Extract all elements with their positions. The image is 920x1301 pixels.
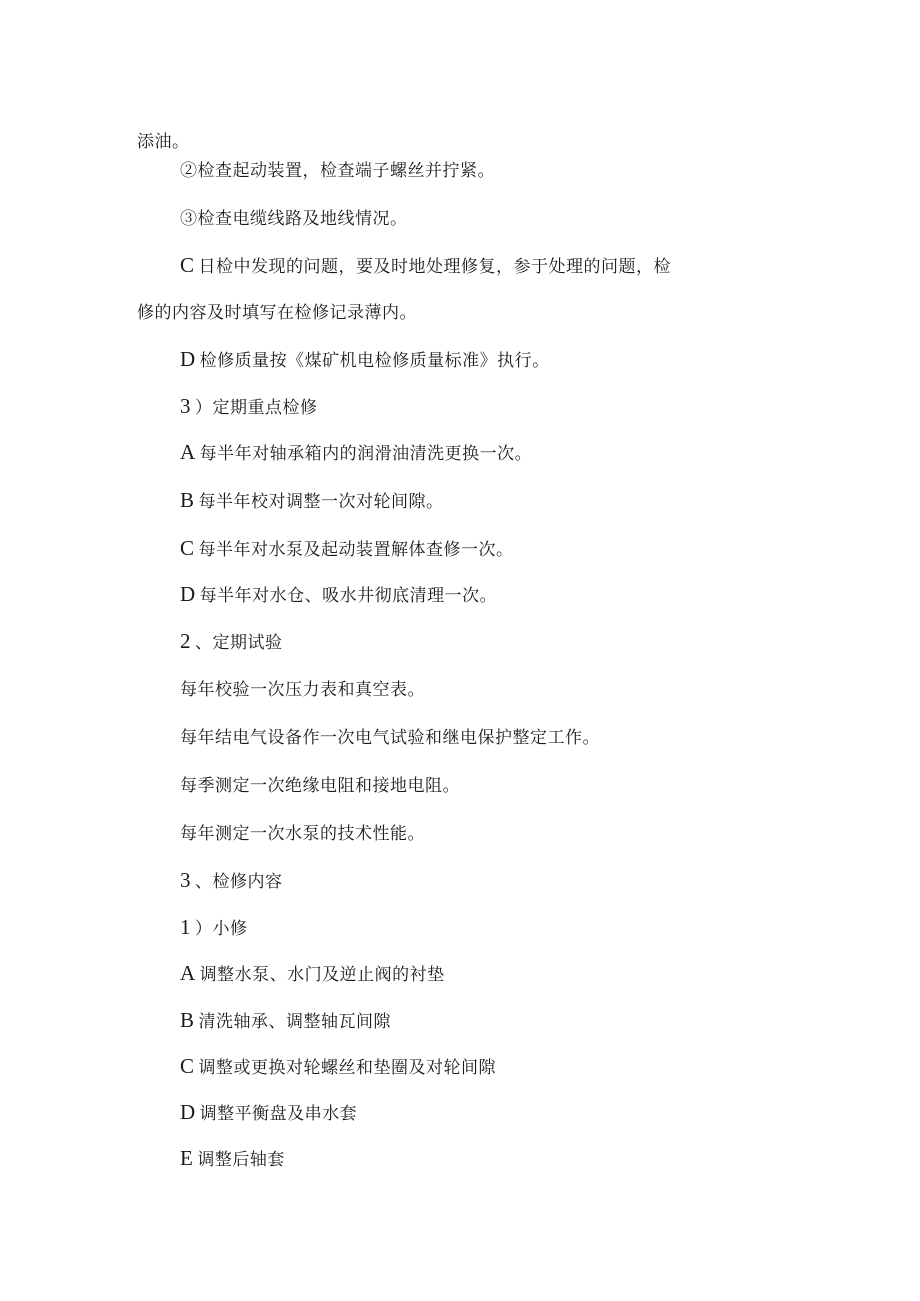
text-line <box>180 1008 391 1034</box>
line-lead: E <box>180 1146 194 1170</box>
line-text: ③检查电缆线路及地线情况。 <box>180 209 408 229</box>
line-text: 调整后轴套 <box>197 1150 285 1170</box>
text-line <box>180 440 532 466</box>
line-text: 每年校验一次压力表和真空表。 <box>180 680 425 700</box>
text-line <box>180 488 444 514</box>
line-text: 调整或更换对轮螺丝和垫圈及对轮间隙 <box>198 1058 497 1078</box>
line-text: 修的内容及时填写在检修记录薄内。 <box>137 303 417 323</box>
line-lead: B <box>180 488 195 512</box>
line-text: 每半年校对调整一次对轮间隙。 <box>198 492 444 512</box>
text-line <box>137 128 190 154</box>
line-text: 调整平衡盘及串水套 <box>199 1104 358 1124</box>
line-text: 检修质量按《煤矿机电检修质量标准》执行。 <box>199 351 550 371</box>
line-text: 清洗轴承、调整轴瓦间隙 <box>198 1012 392 1032</box>
line-lead: D <box>180 1100 196 1124</box>
line-lead: B <box>180 1008 195 1032</box>
text-line <box>180 1054 496 1080</box>
text-line <box>180 868 283 894</box>
line-text: ②检查起动装置，检查端子螺丝并拧紧。 <box>180 161 495 181</box>
text-line <box>180 205 408 231</box>
text-line <box>180 582 497 608</box>
line-text: 、检修内容 <box>195 872 283 892</box>
line-text: 每季测定一次绝缘电阻和接地电阻。 <box>180 776 460 796</box>
line-lead: 3 <box>180 868 191 892</box>
text-line <box>180 157 495 183</box>
line-text: 日检中发现的问题，要及时地处理修复，参于处理的问题，检 <box>198 257 672 277</box>
line-text: 每半年对轴承箱内的润滑油清洗更换一次。 <box>199 444 533 464</box>
line-lead: 3 <box>180 394 191 418</box>
line-text: 每半年对水仓、吸水井彻底清理一次。 <box>199 586 498 606</box>
text-line <box>180 676 425 702</box>
line-lead: 1 <box>180 915 191 939</box>
text-line <box>180 772 460 798</box>
line-text: 调整水泵、水门及逆止阀的衬垫 <box>199 965 445 985</box>
line-text: 每年结电气设备作一次电气试验和继电保护整定工作。 <box>180 728 600 748</box>
text-line <box>180 820 425 846</box>
text-line <box>180 961 445 987</box>
text-line <box>180 347 550 373</box>
text-line <box>180 1146 285 1172</box>
text-line <box>180 536 514 562</box>
line-lead: C <box>180 536 195 560</box>
line-lead: C <box>180 253 195 277</box>
line-lead: A <box>180 440 196 464</box>
line-text: ）小修 <box>195 919 248 939</box>
line-lead: D <box>180 347 196 371</box>
text-line <box>180 394 318 420</box>
text-line <box>180 629 283 655</box>
line-text: 每半年对水泵及起动装置解体查修一次。 <box>198 540 514 560</box>
line-lead: A <box>180 961 196 985</box>
text-line <box>180 915 248 941</box>
line-text: 添油。 <box>137 132 190 152</box>
line-lead: D <box>180 582 196 606</box>
text-line <box>180 253 671 279</box>
line-lead: 2 <box>180 629 191 653</box>
text-line <box>180 724 600 750</box>
text-line <box>180 1100 357 1126</box>
line-lead: C <box>180 1054 195 1078</box>
line-text: 每年测定一次水泵的技术性能。 <box>180 824 425 844</box>
line-text: 、定期试验 <box>195 633 283 653</box>
line-text: ）定期重点检修 <box>195 398 318 418</box>
text-line <box>137 299 417 325</box>
